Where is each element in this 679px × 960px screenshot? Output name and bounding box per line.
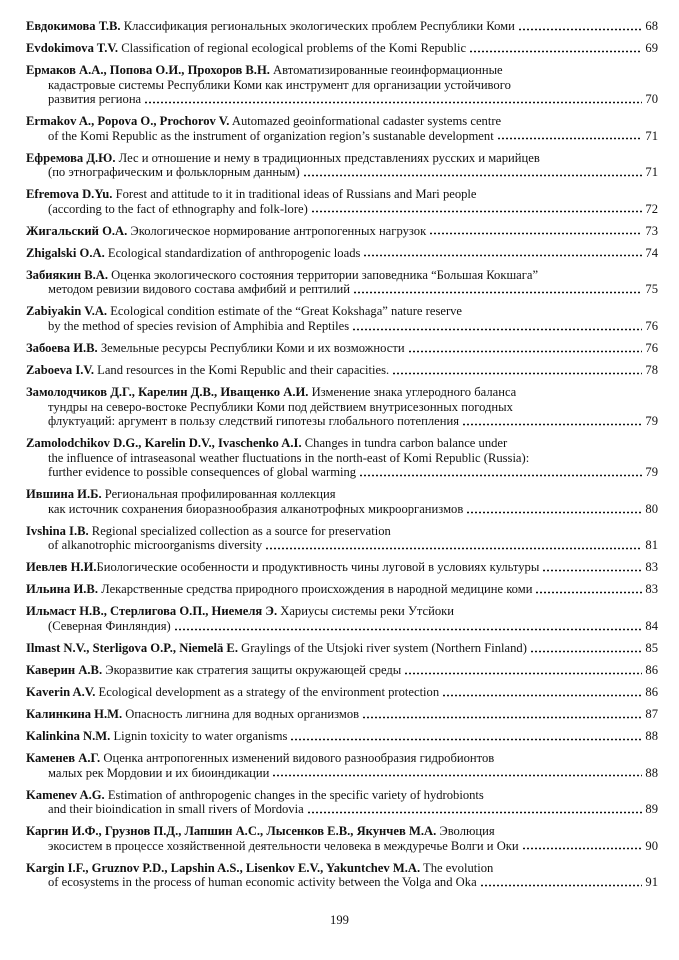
entry-author: Забиякин В.А. (26, 267, 109, 282)
entry-line (26, 707, 658, 722)
entry-title: экосистем в процессе хозяйственной деятельности человека в междуречье Волги и Оки (48, 838, 519, 853)
toc-entry (26, 604, 658, 633)
entry-author: Евдокимова Т.В. (26, 19, 121, 33)
entry-text (26, 685, 439, 700)
entry-page: 84 (645, 619, 658, 634)
entry-page: 91 (645, 875, 658, 890)
dot-leader (530, 643, 643, 653)
entry-author: Kaverin A.V. (26, 684, 96, 699)
entry-title: (according to the fact of ethnography and folk-lore) (48, 201, 308, 216)
entry-line (26, 304, 658, 319)
entry-title: флуктуаций: аргумент в пользу следствий гипотезы глобального потепления (48, 414, 459, 429)
toc-entry (26, 824, 658, 853)
entry-author: Kargin I.F., Gruznov P.D., Lapshin A.S., Lisenkov E.V., Yakuntchev M.A. (26, 860, 421, 875)
entry-text (26, 663, 401, 678)
entry-title: Automazed geoinformational cadaster systems centre (229, 114, 502, 129)
dot-leader (352, 321, 642, 331)
entry-author: Ившина И.Б. (26, 487, 102, 502)
entry-author: Zhigalski O.A. (26, 245, 105, 260)
entry-line (26, 224, 658, 239)
entry-page: 90 (645, 838, 658, 853)
dot-leader (518, 21, 643, 31)
entry-line (26, 268, 658, 283)
entry-title: малых рек Мордовии и их биоиндикации (48, 765, 270, 780)
entry-title: Ecological standardization of anthropogenic loads (104, 245, 361, 260)
entry-page: 86 (645, 663, 658, 677)
entry-line (26, 114, 658, 129)
entry-title: Земельные ресурсы Республики Коми и их возможности (97, 341, 405, 355)
toc-entry (26, 246, 658, 261)
entry-text (48, 92, 141, 107)
toc-entry (26, 707, 658, 722)
toc-entry (26, 685, 658, 700)
toc-entry (26, 751, 658, 780)
entry-title: Forest and attitude to it in traditional ideas of Russians and Mari people (112, 187, 477, 202)
dot-leader (144, 94, 642, 104)
dot-leader (429, 225, 642, 235)
entry-author: Ильина И.В. (26, 582, 98, 597)
entry-title: by the method of species revision of Amphibia and Reptiles (48, 319, 350, 334)
entry-title: Региональная профилированная коллекция (101, 487, 336, 502)
entry-title: Экологическое нормирование антропогенных нагрузок (127, 223, 427, 238)
entry-line (26, 246, 658, 261)
toc-entry (26, 641, 658, 656)
entry-text (26, 363, 389, 378)
entry-author: Каменев А.Г. (26, 750, 101, 765)
entry-title: Оценка экологического состояния территории заповедника “Большая Кокшага” (108, 267, 539, 282)
dot-leader (392, 365, 642, 375)
entry-title: Land resources in the Komi Republic and their capacities. (94, 362, 390, 377)
entry-page: 78 (645, 362, 658, 377)
entry-author: Zaboeva I.V. (26, 362, 94, 377)
dot-leader (311, 203, 643, 213)
dot-leader (497, 130, 643, 140)
toc-entry (26, 268, 658, 297)
entry-line (26, 663, 658, 678)
entry-page: 68 (645, 19, 658, 33)
entry-text (48, 414, 459, 429)
entry-title: Лекарственные средства природного происхождения в народной медицине коми (97, 582, 533, 597)
dot-leader (404, 665, 642, 675)
entry-author: Zamolodchikov D.G., Karelin D.V., Ivaschenko A.I. (26, 436, 302, 451)
table-of-contents (26, 0, 658, 912)
toc-entry (26, 341, 658, 356)
entry-line (26, 282, 658, 297)
entry-text (26, 604, 454, 618)
entry-text (48, 451, 529, 465)
dot-leader (265, 540, 642, 550)
entry-line (26, 802, 658, 817)
entry-page: 80 (645, 501, 658, 516)
entry-text (48, 465, 356, 480)
dot-leader (174, 621, 643, 631)
entry-text (26, 341, 405, 356)
entry-title: Lignin toxicity to water organisms (110, 728, 288, 743)
entry-text (48, 400, 513, 414)
entry-page: 87 (645, 706, 658, 721)
entry-author: Ильмаст Н.В., Стерлигова О.П., Ниемеля Э. (26, 604, 278, 619)
entry-text (26, 788, 484, 802)
dot-leader (359, 467, 642, 477)
entry-page: 79 (645, 465, 658, 480)
dot-leader (307, 804, 643, 814)
entry-text (26, 824, 495, 838)
entry-author: Замолодчиков Д.Г., Карелин Д.В., Иващенко А.И. (26, 384, 309, 399)
entry-line (26, 165, 658, 180)
entry-text (48, 802, 304, 817)
entry-text (48, 282, 350, 297)
dot-leader (522, 840, 643, 850)
entry-title: (по этнографическим и фольклорным данным) (48, 165, 300, 180)
entry-page: 88 (645, 765, 658, 780)
entry-line (26, 487, 658, 502)
entry-text (48, 538, 262, 553)
entry-text (26, 751, 494, 765)
entry-title: Эволюция (436, 824, 495, 839)
entry-author: Kamenev A.G. (26, 787, 105, 802)
entry-line (26, 766, 658, 781)
entry-page: 83 (645, 560, 658, 575)
entry-page: 71 (645, 128, 658, 143)
entry-text (26, 224, 426, 239)
toc-entry (26, 582, 658, 597)
entry-title: of the Komi Republic as the instrument of organization region’s sustanable development (48, 128, 494, 143)
dot-leader (480, 877, 643, 887)
entry-author: Калинкина Н.М. (26, 706, 123, 721)
dot-leader (408, 343, 643, 353)
entry-line (26, 875, 658, 890)
entry-line (26, 41, 658, 56)
entry-text (26, 861, 493, 875)
entry-author: Каргин И.Ф., Грузнов П.Д., Лапшин А.С., Лысенков Е.В., Якунчев М.А. (26, 824, 437, 839)
toc-entry (26, 63, 658, 107)
entry-line (26, 436, 658, 451)
entry-line (26, 385, 658, 400)
entry-author: Kalinkina N.M. (26, 728, 111, 743)
entry-title: методом ревизии видового состава амфибий и рептилий (48, 282, 351, 297)
entry-line (26, 582, 658, 597)
dot-leader (462, 416, 642, 426)
entry-page: 73 (645, 223, 658, 238)
entry-title: Ecological condition estimate of the “Great Kokshaga” nature reserve (107, 304, 463, 319)
entry-line (26, 63, 658, 78)
entry-title: Graylings of the Utsjoki river system (Northern Finland) (237, 641, 527, 656)
entry-page: 88 (645, 728, 658, 743)
toc-entry (26, 363, 658, 378)
entry-line (26, 560, 658, 575)
entry-text (48, 319, 349, 334)
entry-text (26, 187, 477, 201)
entry-text (26, 114, 501, 128)
entry-title: Изменение знака углеродного баланса (308, 384, 517, 399)
entry-line (26, 451, 658, 466)
dot-leader (535, 584, 642, 594)
entry-line (26, 19, 658, 34)
entry-page: 75 (645, 282, 658, 297)
entry-page: 76 (645, 319, 658, 334)
toc-entry (26, 524, 658, 553)
entry-line (26, 641, 658, 656)
entry-page: 89 (645, 802, 658, 817)
entry-text (26, 304, 462, 318)
entry-title: Опасность лигнина для водных организмов (122, 706, 360, 721)
entry-text (48, 165, 300, 180)
toc-entry (26, 187, 658, 216)
entry-text (26, 19, 515, 34)
entry-author: Efremova D.Yu. (26, 187, 113, 202)
entry-author: Каверин А.В. (26, 663, 103, 677)
dot-leader (353, 284, 642, 294)
entry-title: Ecological development as a strategy of the environment protection (95, 684, 440, 699)
entry-text (48, 129, 494, 144)
entry-text (26, 524, 391, 538)
entry-title: The evolution (420, 860, 494, 875)
entry-text (26, 436, 507, 450)
entry-text (48, 202, 308, 217)
toc-entry (26, 788, 658, 817)
entry-line (26, 619, 658, 634)
entry-line (26, 414, 658, 429)
entry-title: Лес и отношение и нему в традиционных представлениях русских и марийцев (115, 150, 540, 165)
toc-entry (26, 114, 658, 143)
entry-line (26, 524, 658, 539)
entry-page: 74 (645, 245, 658, 260)
toc-entry (26, 560, 658, 575)
entry-line (26, 363, 658, 378)
entry-text (48, 619, 171, 634)
entry-author: Забоева И.В. (26, 341, 98, 355)
entry-line (26, 319, 658, 334)
entry-author: Ivshina I.B. (26, 523, 89, 538)
toc-entry (26, 729, 658, 744)
entry-page: 71 (645, 165, 658, 180)
toc-entry (26, 663, 658, 678)
entry-title: Биологические особенности и продуктивность чины луговой в условиях культуры (96, 560, 540, 575)
entry-author: Ермаков А.А., Попова О.И., Прохоров В.Н. (26, 62, 270, 77)
entry-title: Estimation of anthropogenic changes in the specific variety of hydrobionts (104, 787, 484, 802)
entry-title: (Северная Финляндия) (48, 619, 171, 634)
entry-line (26, 824, 658, 839)
entry-title: Regional specialized collection as a source for preservation (88, 523, 391, 538)
entry-title: кадастровые системы Республики Коми как инструмент для организации устойчивого (48, 77, 511, 92)
dot-leader (542, 562, 642, 572)
entry-title: of alkanotrophic microorganisms diversity (48, 538, 263, 553)
entry-line (26, 92, 658, 107)
entry-author: Жигальский О.А. (26, 223, 128, 238)
entry-title: of ecosystems in the process of human economic activity between the Volga and Oka (48, 875, 477, 890)
page-number: 199 (330, 913, 349, 927)
toc-entry (26, 385, 658, 429)
entry-line (26, 788, 658, 803)
entry-title: Экоразвитие как стратегия защиты окружающей среды (102, 663, 402, 677)
entry-page: 76 (645, 341, 658, 355)
entry-line (26, 202, 658, 217)
entry-line (26, 604, 658, 619)
entry-line (26, 729, 658, 744)
toc-entry (26, 436, 658, 480)
entry-line (26, 341, 658, 356)
entry-text (26, 385, 516, 399)
entry-author: Ефремова Д.Ю. (26, 150, 116, 165)
entry-page: 83 (645, 582, 658, 597)
entry-line (26, 751, 658, 766)
entry-page: 81 (645, 538, 658, 553)
entry-author: Evdokimova T.V. (26, 40, 119, 55)
entry-text (48, 502, 463, 517)
entry-title: Автоматизированные геоинформационные (269, 62, 503, 77)
entry-text (48, 839, 519, 854)
entry-line (26, 465, 658, 480)
entry-title: развития региона (48, 92, 142, 107)
entry-text (26, 268, 538, 282)
entry-text (48, 766, 269, 781)
entry-line (26, 129, 658, 144)
entry-title: Хариусы системы реки Утсйоки (277, 604, 455, 619)
entry-page: 72 (645, 201, 658, 216)
entry-page: 70 (645, 92, 658, 107)
entry-author: Ermakov A., Popova O., Prochorov V. (26, 114, 230, 129)
dot-leader (362, 709, 642, 719)
entry-author: Zabiyakin V.A. (26, 304, 108, 319)
entry-text (48, 875, 477, 890)
entry-line (26, 400, 658, 415)
entry-line (26, 78, 658, 93)
entry-text (26, 41, 466, 56)
entry-title: Changes in tundra carbon balance under (301, 436, 508, 451)
toc-entry (26, 224, 658, 239)
entry-title: Оценка антропогенных изменений видового разнообразия гидробионтов (100, 750, 495, 765)
entry-title: the influence of intraseasonal weather fluctuations in the north-east of Komi Republic (Russia): (48, 450, 530, 465)
entry-title: further evidence to possible consequences of global warming (48, 465, 357, 480)
entry-page: 86 (645, 684, 658, 699)
entry-line (26, 685, 658, 700)
dot-leader (466, 504, 642, 514)
entry-text (26, 246, 360, 261)
entry-text (26, 560, 539, 575)
dot-leader (469, 43, 642, 53)
toc-entry (26, 151, 658, 180)
entry-text (26, 63, 503, 77)
entry-line (26, 502, 658, 517)
entry-text (26, 582, 532, 597)
toc-entry (26, 304, 658, 333)
entry-text (26, 729, 287, 744)
entry-line (26, 861, 658, 876)
entry-text (26, 641, 527, 656)
toc-entry (26, 19, 658, 34)
entry-line (26, 839, 658, 854)
entry-text (26, 151, 540, 165)
dot-leader (363, 247, 642, 257)
entry-line (26, 538, 658, 553)
entry-page: 79 (645, 414, 658, 429)
entry-page: 85 (645, 641, 658, 656)
entry-line (26, 151, 658, 166)
toc-entry (26, 861, 658, 890)
dot-leader (272, 767, 642, 777)
entry-title: Классификация региональных экологических проблем Республики Коми (120, 19, 515, 33)
toc-entry (26, 487, 658, 516)
dot-leader (303, 167, 643, 177)
entry-text (26, 707, 359, 722)
dot-leader (290, 731, 642, 741)
entry-title: Classification of regional ecological problems of the Komi Republic (118, 40, 467, 55)
entry-title: как источник сохранения биоразнообразия алканотрофных микроорганизмов (48, 501, 464, 516)
dot-leader (442, 687, 642, 697)
entry-text (48, 78, 511, 92)
entry-author: Ilmast N.V., Sterligova O.P., Niemelä E. (26, 641, 238, 656)
entry-title: тундры на северо-востоке Республики Коми под действием внутрисезонных погодных (48, 399, 513, 414)
entry-page: 69 (645, 40, 658, 55)
entry-title: and their bioindication in small rivers of Mordovia (48, 802, 304, 817)
entry-text (26, 487, 336, 501)
entry-author: Иевлев Н.И. (26, 560, 97, 575)
entry-line (26, 187, 658, 202)
toc-entry (26, 41, 658, 56)
